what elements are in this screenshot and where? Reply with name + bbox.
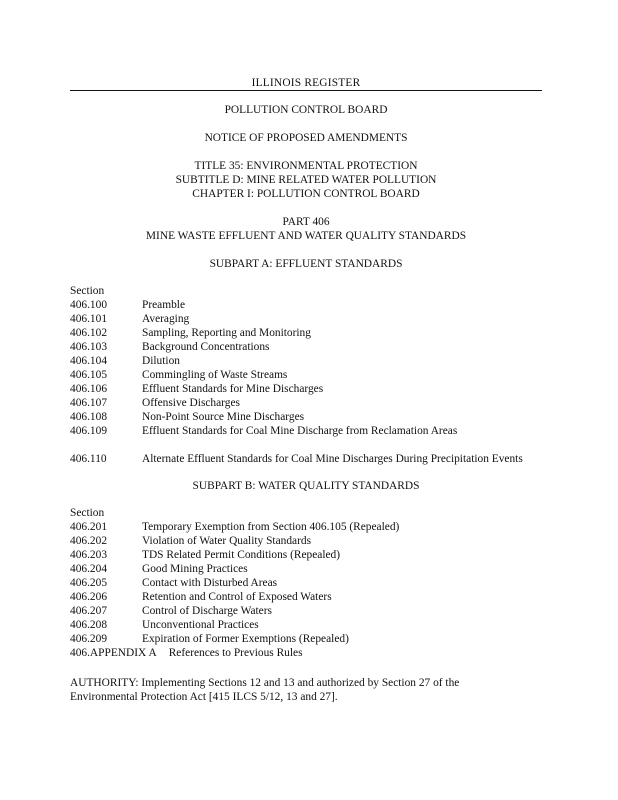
toc-entry xyxy=(70,326,542,340)
toc-entry xyxy=(70,604,542,618)
toc-entry xyxy=(70,424,542,452)
section-title: Effluent Standards for Coal Mine Discharge from Reclamation Areas xyxy=(142,425,458,437)
section-title: Alternate Effluent Standards for Coal Mine Discharges During Precipitation Events xyxy=(142,453,523,465)
section-number: 406.110 xyxy=(70,453,107,465)
section-title: Averaging xyxy=(142,313,190,325)
section-number: 406.104 xyxy=(70,355,108,367)
appendix-entry xyxy=(70,646,303,660)
toc-entry xyxy=(70,382,542,396)
title-heading: TITLE 35: ENVIRONMENTAL PROTECTION xyxy=(194,160,418,172)
subpart-b-heading: SUBPART B: WATER QUALITY STANDARDS xyxy=(192,480,420,492)
toc-entry xyxy=(70,340,542,354)
section-title: Temporary Exemption from Section 406.105 (Repealed) xyxy=(142,521,400,533)
part-name: MINE WASTE EFFLUENT AND WATER QUALITY STANDARDS xyxy=(145,230,467,242)
section-number: 406.100 xyxy=(70,299,108,311)
section-number: 406.204 xyxy=(70,563,108,575)
section-title: Unconventional Practices xyxy=(142,619,259,631)
notice-heading: NOTICE OF PROPOSED AMENDMENTS xyxy=(204,132,408,144)
toc-entry xyxy=(70,590,542,604)
section-number: 406.203 xyxy=(70,549,108,561)
section-title: Dilution xyxy=(142,355,180,367)
section-title: Sampling, Reporting and Monitoring xyxy=(142,327,311,339)
authority-note: AUTHORITY: Implementing Sections 12 and 13 and authorized by Section 27 of the Environmental Protection Act [415 ILCS 5/12, 13 and 27]. xyxy=(70,677,460,703)
board-name: POLLUTION CONTROL BOARD xyxy=(224,104,388,116)
header-rule xyxy=(70,90,542,91)
section-title: Good Mining Practices xyxy=(142,563,248,575)
section-number: 406.107 xyxy=(70,397,108,409)
section-number: 406.102 xyxy=(70,327,108,339)
subtitle-heading: SUBTITLE D: MINE RELATED WATER POLLUTION xyxy=(175,174,437,186)
section-title: Effluent Standards for Mine Discharges xyxy=(142,383,324,395)
section-title: TDS Related Permit Conditions (Repealed) xyxy=(142,549,341,561)
section-number: 406.101 xyxy=(70,313,108,325)
section-title: Offensive Discharges xyxy=(142,397,240,409)
subpart-b-section-list xyxy=(70,520,542,646)
subpart-a-toc xyxy=(70,298,542,480)
section-number: 406.202 xyxy=(70,535,108,547)
toc-entry xyxy=(70,452,542,480)
section-title: Retention and Control of Exposed Waters xyxy=(142,591,332,603)
section-title: Non-Point Source Mine Discharges xyxy=(142,411,305,423)
register-header: ILLINOIS REGISTER xyxy=(251,77,361,89)
part-number: PART 406 xyxy=(282,216,330,228)
toc-entry xyxy=(70,576,542,590)
section-title: Expiration of Former Exemptions (Repealed) xyxy=(142,633,349,645)
subpart-b-section-label: Section xyxy=(70,507,105,519)
section-title: Preamble xyxy=(142,299,186,311)
section-number: 406.103 xyxy=(70,341,108,353)
chapter-heading: CHAPTER I: POLLUTION CONTROL BOARD xyxy=(192,188,420,200)
section-title: Background Concentrations xyxy=(142,341,270,353)
subpart-a-section-list xyxy=(70,298,542,480)
section-number: 406.108 xyxy=(70,411,108,423)
section-number: 406.208 xyxy=(70,619,108,631)
toc-entry xyxy=(70,312,542,326)
toc-entry xyxy=(70,520,542,534)
subpart-b-toc xyxy=(70,520,542,646)
section-number: 406.109 xyxy=(70,425,108,437)
section-title: Commingling of Waste Streams xyxy=(142,369,288,381)
subpart-a-section-label: Section xyxy=(70,285,105,297)
toc-entry xyxy=(70,396,542,410)
section-number: 406.201 xyxy=(70,521,108,533)
section-number: 406.105 xyxy=(70,369,108,381)
toc-entry xyxy=(70,632,542,646)
toc-entry xyxy=(70,410,542,424)
toc-entry xyxy=(70,562,542,576)
subpart-a-heading: SUBPART A: EFFLUENT STANDARDS xyxy=(209,258,403,270)
toc-entry xyxy=(70,368,542,382)
toc-entry xyxy=(70,548,542,562)
appendix-number: 406.APPENDIX A xyxy=(70,647,157,659)
toc-entry xyxy=(70,534,542,548)
section-title: Violation of Water Quality Standards xyxy=(142,535,312,547)
section-number: 406.206 xyxy=(70,591,108,603)
section-number: 406.106 xyxy=(70,383,108,395)
section-number: 406.205 xyxy=(70,577,108,589)
section-title: Contact with Disturbed Areas xyxy=(142,577,278,589)
appendix-title: References to Previous Rules xyxy=(168,647,303,659)
section-number: 406.207 xyxy=(70,605,108,617)
toc-entry xyxy=(70,618,542,632)
toc-entry xyxy=(70,298,542,312)
toc-entry xyxy=(70,354,542,368)
section-number: 406.209 xyxy=(70,633,108,645)
section-title: Control of Discharge Waters xyxy=(142,605,272,617)
